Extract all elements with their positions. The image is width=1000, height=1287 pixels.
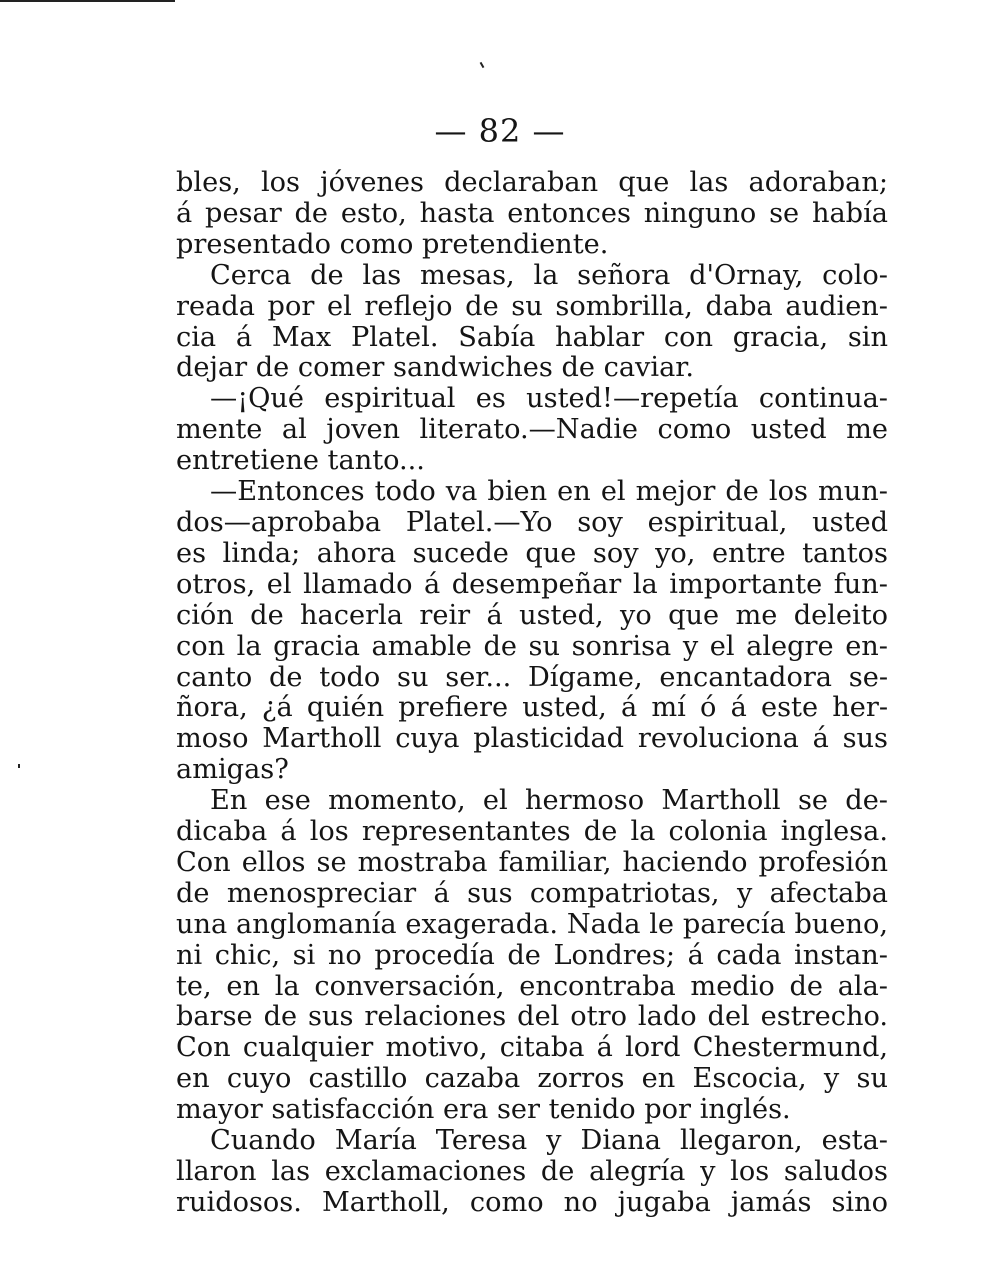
text-line: entretiene tanto... xyxy=(176,445,425,477)
text-line: ni chic, si no procedía de Londres; á cada instan- xyxy=(176,939,888,971)
scan-speck xyxy=(480,62,485,68)
paragraph xyxy=(176,168,888,261)
text-line: —Entonces todo va bien en el mejor de los mun- xyxy=(210,476,888,508)
text-line: bles, los jóvenes declaraban que las adoraban; xyxy=(176,167,888,198)
text-line: reada por el reflejo de su sombrilla, daba audien- xyxy=(176,290,888,322)
text-line: ñora, ¿á quién prefiere usted, á mí ó á este her- xyxy=(176,692,888,724)
text-line: Con ellos se mostraba familiar, haciendo profesión xyxy=(176,846,888,878)
text-line: Cerca de las mesas, la señora d'Ornay, colo- xyxy=(210,259,888,291)
paragraph xyxy=(176,1126,888,1219)
text-line: Con cualquier motivo, citaba á lord Chestermund, xyxy=(176,1032,888,1064)
text-line: amigas? xyxy=(176,754,289,786)
text-line: otros, el llamado á desempeñar la importante fun- xyxy=(176,568,888,600)
text-line: es linda; ahora sucede que soy yo, entre tantos xyxy=(176,537,888,569)
paragraph xyxy=(176,786,888,1126)
text-line: te, en la conversación, encontraba medio de ala- xyxy=(176,970,888,1002)
scan-edge-mark xyxy=(0,0,175,2)
paragraph xyxy=(176,477,888,786)
text-line: moso Martholl cuya plasticidad revoluciona á sus xyxy=(176,723,888,755)
text-line: cia á Max Platel. Sabía hablar con gracia, sin xyxy=(176,321,888,353)
text-line: ción de hacerla reir á usted, yo que me deleito xyxy=(176,599,888,631)
body-text xyxy=(176,168,888,1219)
text-line: mente al joven literato.—Nadie como usted me xyxy=(176,414,888,446)
scan-speck xyxy=(18,764,20,768)
text-line: dos—aprobaba Platel.—Yo soy espiritual, usted xyxy=(176,506,888,538)
text-line: mayor satisfacción era ser tenido por inglés. xyxy=(176,1094,791,1126)
text-line: llaron las exclamaciones de alegría y los saludos xyxy=(176,1156,888,1187)
text-line: —¡Qué espiritual es usted!—repetía continua- xyxy=(210,383,888,415)
text-line: presentado como pretendiente. xyxy=(176,228,609,260)
text-line: En ese momento, el hermoso Martholl se de- xyxy=(210,785,888,817)
text-line: barse de sus relaciones del otro lado del estrecho. xyxy=(176,1001,888,1033)
text-line: con la gracia amable de su sonrisa y el alegre en- xyxy=(176,630,888,662)
text-line: ruidosos. Martholl, como no jugaba jamás sino xyxy=(176,1186,888,1218)
text-line: á pesar de esto, hasta entonces ninguno se había xyxy=(176,197,888,229)
text-line: una anglomanía exagerada. Nada le parecía bueno, xyxy=(176,908,888,940)
text-line: en cuyo castillo cazaba zorros en Escocia, y su xyxy=(176,1063,888,1095)
text-line: dejar de comer sandwiches de caviar. xyxy=(176,352,694,384)
paragraph xyxy=(176,261,888,385)
text-line: de menospreciar á sus compatriotas, y afectaba xyxy=(176,877,888,909)
text-line: canto de todo su ser... Dígame, encantadora se- xyxy=(176,661,888,693)
page-number: — 82 — xyxy=(434,112,566,150)
paragraph xyxy=(176,384,888,477)
text-line: dicaba á los representantes de la colonia inglesa. xyxy=(176,816,888,848)
text-line: Cuando María Teresa y Diana llegaron, esta- xyxy=(210,1125,888,1157)
